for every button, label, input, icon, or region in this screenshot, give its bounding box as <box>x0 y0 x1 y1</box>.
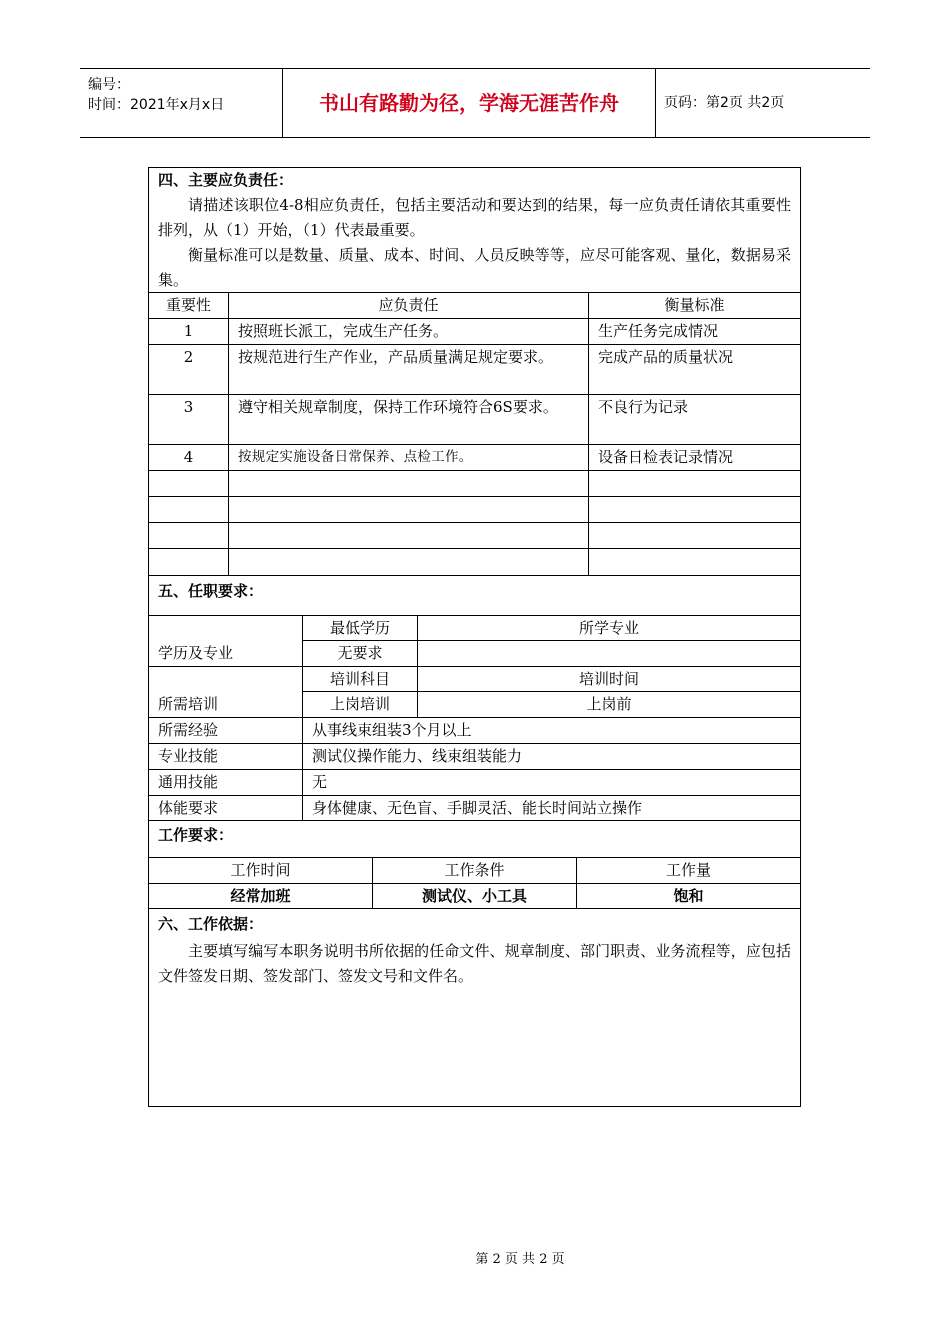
duty-rank: 2 <box>149 345 229 394</box>
section4-para1: 请描述该职位4-8相应负责任，包括主要活动和要达到的结果，每一应负责任请依其重要性排列，从（1）开始，（1）代表最重要。 <box>158 196 791 239</box>
physical-row <box>149 796 800 821</box>
training-row <box>149 667 800 718</box>
motto: 书山有路勤为径，学海无涯苦作舟 <box>282 69 656 137</box>
duty-rank: 3 <box>149 395 229 444</box>
empty-cell <box>589 471 800 496</box>
major-value <box>418 641 800 666</box>
empty-row <box>149 497 800 523</box>
duty-measure: 生产任务完成情况 <box>598 322 719 340</box>
empty-cell <box>589 549 800 575</box>
empty-cell <box>149 549 229 575</box>
section5-title: 五、任职要求： <box>158 582 264 600</box>
empty-cell <box>229 523 589 548</box>
table-row <box>149 395 800 445</box>
table-row <box>149 319 800 345</box>
empty-cell <box>149 497 229 522</box>
training-subheader <box>303 667 800 692</box>
empty-cell <box>149 471 229 496</box>
duty-rank: 1 <box>149 319 229 344</box>
min-edu-value: 无要求 <box>303 641 418 666</box>
major-header: 所学专业 <box>578 619 639 637</box>
education-label: 学历及专业 <box>149 616 303 666</box>
empty-cell <box>229 471 589 496</box>
section6-title: 六、工作依据： <box>158 915 264 933</box>
header-left <box>88 75 283 115</box>
work-condition-value: 测试仪、小工具 <box>373 884 577 908</box>
empty-cell <box>589 497 800 522</box>
pro-skill-value: 测试仪操作能力、线束组装能力 <box>312 747 523 765</box>
col-header-duty: 应负责任 <box>229 293 589 318</box>
duty-rank: 4 <box>149 445 229 470</box>
section6-para: 主要填写编写本职务说明书所依据的任命文件、规章制度、部门职责、业务流程等，应包括文件签发日期、签发部门、签发文号和文件名。 <box>158 942 791 985</box>
job-description-form <box>148 167 801 1107</box>
work-time-header: 工作时间 <box>149 858 373 883</box>
table-row <box>149 345 800 395</box>
pro-skill-row <box>149 744 800 770</box>
page-header <box>80 68 870 138</box>
gen-skill-value: 无 <box>312 773 328 791</box>
code-label: 编号： <box>88 77 130 93</box>
physical-value: 身体健康、无色盲、手脚灵活、能长时间站立操作 <box>312 799 643 817</box>
duty-text: 遵守相关规章制度，保持工作环境符合6S要求。 <box>229 395 589 444</box>
empty-cell <box>149 523 229 548</box>
section4-title: 四、主要应负责任： <box>158 171 294 189</box>
education-subheader <box>303 616 800 641</box>
col-header-measure: 衡量标准 <box>664 296 725 314</box>
work-req-columns <box>149 858 800 884</box>
page-footer: 第 2 页 共 2 页 <box>475 1252 565 1267</box>
empty-cell <box>589 523 800 548</box>
gen-skill-row <box>149 770 800 796</box>
work-time-value: 经常加班 <box>149 884 373 908</box>
training-subject-value: 上岗培训 <box>303 692 418 717</box>
work-req-header <box>149 821 800 858</box>
duties-header <box>149 293 800 319</box>
min-edu-header: 最低学历 <box>303 616 418 640</box>
pro-skill-label: 专业技能 <box>149 744 303 769</box>
section4-para2: 衡量标准可以是数量、质量、成本、时间、人员反映等等，应尽可能客观、量化，数据易采集。 <box>158 246 791 289</box>
duty-measure: 完成产品的质量状况 <box>598 348 734 366</box>
duty-text: 按规定实施设备日常保养、点检工作。 <box>229 445 589 470</box>
section4-intro <box>149 168 800 293</box>
work-req-values <box>149 884 800 909</box>
duty-text: 按规范进行生产作业，产品质量满足规定要求。 <box>229 345 589 394</box>
education-row <box>149 616 800 667</box>
training-time-value: 上岗前 <box>586 695 632 713</box>
gen-skill-label: 通用技能 <box>149 770 303 795</box>
col-header-rank: 重要性 <box>149 293 229 318</box>
physical-label: 体能要求 <box>149 796 303 820</box>
empty-row <box>149 549 800 576</box>
education-values <box>303 641 800 666</box>
duty-text: 按照班长派工，完成生产任务。 <box>229 319 589 344</box>
empty-cell <box>229 549 589 575</box>
time-label: 时间：2021年x月x日 <box>88 97 225 113</box>
duty-measure: 设备日检表记录情况 <box>598 448 734 466</box>
work-req-title: 工作要求： <box>158 826 234 844</box>
page-label: 页码：第2页 共2页 <box>664 95 785 111</box>
workload-header: 工作量 <box>665 861 711 879</box>
training-subject-header: 培训科目 <box>303 667 418 691</box>
section5-header <box>149 576 800 616</box>
training-values <box>303 692 800 717</box>
training-label: 所需培训 <box>149 667 303 717</box>
table-row <box>149 445 800 471</box>
training-time-header: 培训时间 <box>578 670 639 688</box>
empty-row <box>149 471 800 497</box>
section6 <box>149 909 800 1106</box>
empty-row <box>149 523 800 549</box>
work-condition-header: 工作条件 <box>373 858 577 883</box>
duty-measure: 不良行为记录 <box>598 398 689 416</box>
workload-value: 饱和 <box>673 887 704 905</box>
experience-label: 所需经验 <box>149 718 303 743</box>
experience-row <box>149 718 800 744</box>
experience-value: 从事线束组装3个月以上 <box>312 721 472 739</box>
empty-cell <box>229 497 589 522</box>
